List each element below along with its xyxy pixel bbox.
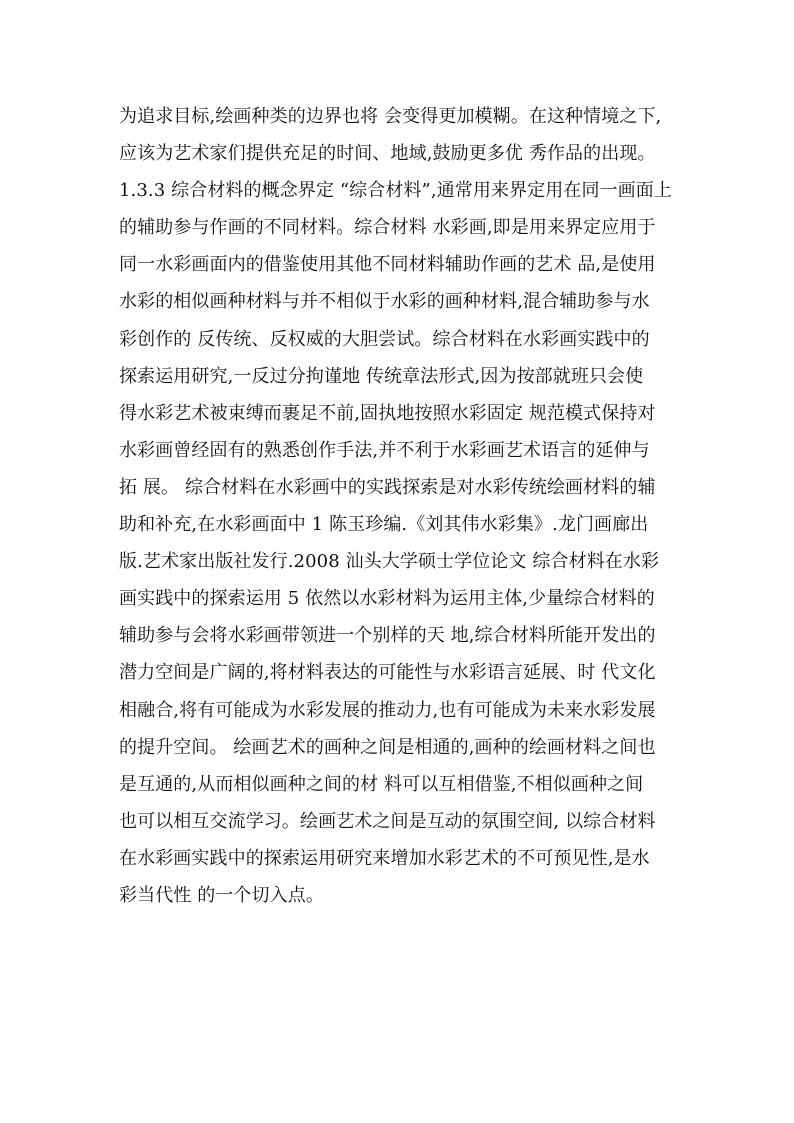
text-line: 探索运用研究,一反过分拘谨地 传统章法形式,因为按部就班只会使 (119, 365, 644, 387)
text-line: 彩创作的 反传统、反权威的大胆尝试。综合材料在水彩画实践中的 (119, 328, 650, 350)
text-line: 拓 展。 综合材料在水彩画中的实践探索是对水彩传统绘画材料的辅 (119, 476, 656, 498)
text-line: 水彩画曾经固有的熟悉创作手法,并不利于水彩画艺术语言的延伸与 (119, 439, 650, 461)
text-line: 同一水彩画面内的借鉴使用其他不同材料辅助作画的艺术 品,是使用 (119, 254, 656, 276)
text-line: 助和补充,在水彩画面中 1 陈玉珍编.《刘其伟水彩集》.龙门画廊出 (119, 514, 649, 536)
text-line: 水彩的相似画种材料与并不相似于水彩的画种材料,混合辅助参与水 (119, 291, 650, 313)
text-line: 相融合,将有可能成为水彩发展的推动力,也有可能成为未来水彩发展 (119, 699, 656, 721)
body-text (119, 98, 689, 914)
text-line: 的提升空间。 绘画艺术的画种之间是相通的,画种的绘画材料之间也 (119, 736, 656, 758)
text-line: 的辅助参与作画的不同材料。综合材料 水彩画,即是用来界定应用于 (119, 217, 656, 239)
text-line: 为追求目标,绘画种类的边界也将 会变得更加模糊。在这种情境之下, (119, 106, 662, 127)
text-line: 是互通的,从而相似画种之间的材 料可以互相借鉴,不相似画种之间 (119, 773, 644, 795)
text-line: 辅助参与会将水彩画带领进一个别样的天 地,综合材料所能开发出的 (119, 625, 656, 647)
text-line: 应该为艺术家们提供充足的时间、地域,鼓励更多优 秀作品的出现。 (119, 143, 656, 165)
text-line: 得水彩艺术被束缚而裹足不前,固执地按照水彩固定 规范模式保持对 (119, 402, 656, 424)
text-line: 也可以相互交流学习。绘画艺术之间是互动的氛围空间, 以综合材料 (119, 810, 656, 832)
section-heading-line: 1.3.3 综合材料的概念界定 “综合材料”,通常用来界定用在同一画面上 (119, 180, 672, 202)
text-line: 画实践中的探索运用 5 依然以水彩材料为运用主体,少量综合材料的 (119, 588, 655, 610)
text-line: 彩当代性 的一个切入点。 (119, 884, 324, 906)
text-line: 版.艺术家出版社发行.2008 汕头大学硕士学位论文 综合材料在水彩 (119, 551, 660, 573)
text-line: 潜力空间是广阔的,将材料表达的可能性与水彩语言延展、时 代文化 (119, 662, 656, 684)
text-line: 在水彩画实践中的探索运用研究来增加水彩艺术的不可预见性,是水 (119, 847, 650, 869)
